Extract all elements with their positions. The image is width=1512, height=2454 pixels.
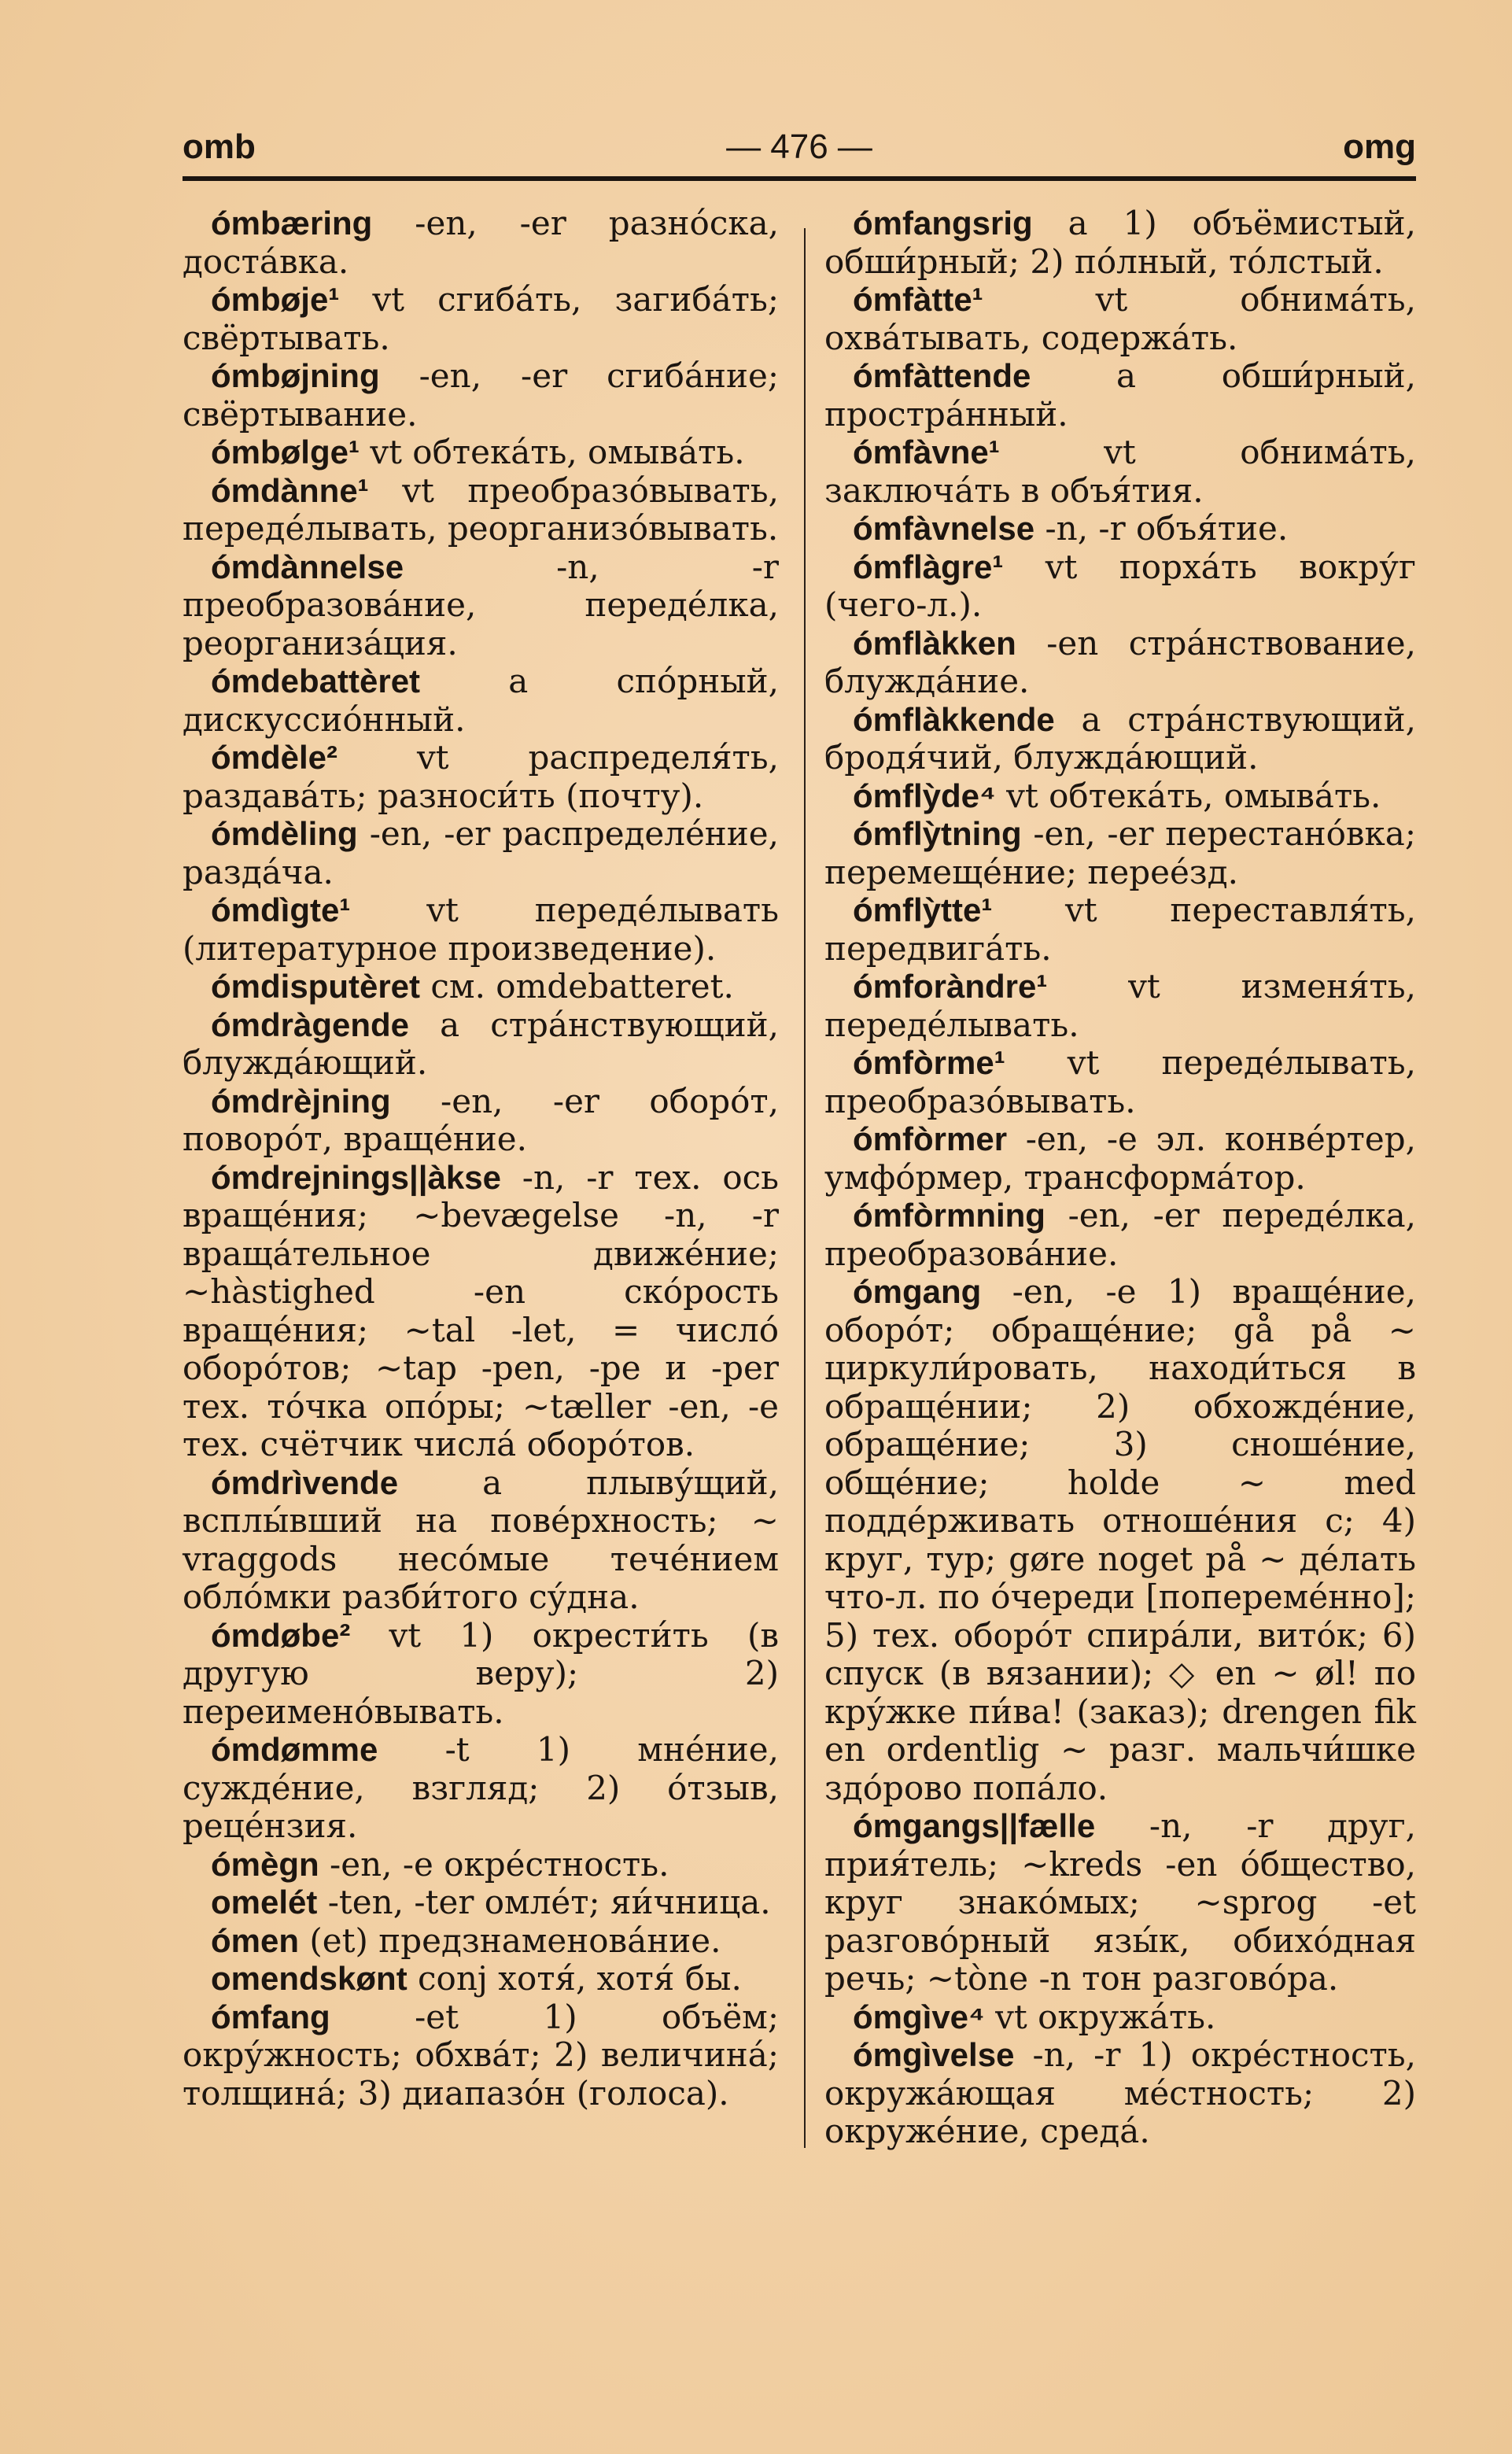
entry-definition: vt обнима́ть, охва́тывать, содержа́ть. xyxy=(824,280,1416,357)
entry-headword: ómfòrmer xyxy=(853,1120,1008,1157)
entry-headword: ómdèle² xyxy=(211,739,338,776)
dictionary-entry xyxy=(183,1617,779,1732)
dictionary-entry xyxy=(183,739,779,815)
entry-definition: -en, -er сгиба́ние; свёртывание. xyxy=(183,356,779,434)
dictionary-entry xyxy=(824,2036,1416,2151)
entry-definition: -et 1) объём; окру́жность; обхва́т; 2) величина́; толщина́; 3) диапазо́н (голоса). xyxy=(183,1997,779,2113)
dictionary-entry xyxy=(183,1159,779,1464)
entry-definition: vt переставля́ть, передвига́ть. xyxy=(824,891,1416,968)
entry-headword: ómfòrme¹ xyxy=(853,1044,1005,1081)
entry-headword: ómdràgende xyxy=(211,1006,410,1043)
entry-headword: ómfàttende xyxy=(853,357,1031,394)
dictionary-entry xyxy=(824,1120,1416,1197)
dictionary-entry xyxy=(183,205,779,281)
entry-definition: vt изменя́ть, переде́лывать. xyxy=(824,967,1416,1044)
entry-definition: vt сгиба́ть, загиба́ть; свёртывать. xyxy=(183,280,779,357)
entry-definition: -en, -e эл. конве́ртер, умфо́рмер, трансформа́тор. xyxy=(824,1120,1416,1197)
dictionary-entry xyxy=(824,434,1416,510)
entry-headword: ómgìve⁴ xyxy=(853,1998,985,2035)
dictionary-entry xyxy=(183,662,779,739)
dictionary-entry xyxy=(824,510,1416,548)
dictionary-entry xyxy=(824,1273,1416,1807)
dictionary-entry xyxy=(824,777,1416,816)
entry-headword: ómgangs||fælle xyxy=(853,1807,1096,1844)
entry-definition: -n, -r друг, прия́тель; ~kreds -en о́бщество, круг знако́мых; ~sprog -et разгово́рный язы́к, обихо́дная речь; ~tòne -n тон разгово́ра. xyxy=(824,1806,1416,1998)
dictionary-entry xyxy=(183,1731,779,1846)
dictionary-entry xyxy=(824,548,1416,625)
dictionary-entry xyxy=(183,548,779,663)
dictionary-entry xyxy=(183,891,779,968)
entry-headword: ómfàtte¹ xyxy=(853,281,983,318)
entry-definition: vt обтека́ть, омыва́ть. xyxy=(995,776,1381,815)
dictionary-entry xyxy=(183,1998,779,2113)
dictionary-entry xyxy=(824,625,1416,701)
entry-headword: ómbøjning xyxy=(211,357,380,394)
header-guide-word-left: omb xyxy=(183,127,256,166)
entry-definition: a плыву́щий, всплы́вший на пове́рхность; ~ vraggods несо́мые тече́нием обло́мки разби́того су́дна. xyxy=(183,1463,779,1616)
entry-headword: ómflỳtning xyxy=(853,815,1022,852)
dictionary-entry xyxy=(183,968,779,1006)
entry-definition: -n, -r преобразова́ние, переде́лка, реорганиза́ция. xyxy=(183,547,779,662)
entry-headword: ómbæring xyxy=(211,205,373,242)
entry-headword: ómbølge¹ xyxy=(211,434,360,471)
entry-definition: vt 1) окрести́ть (в другую веру); 2) переимено́вывать. xyxy=(183,1615,779,1731)
entry-definition: vt обнима́ть, заключа́ть в объя́тия. xyxy=(824,433,1416,510)
entry-headword: ómfàvne¹ xyxy=(853,434,1000,471)
entry-headword: ómdebattèret xyxy=(211,662,421,699)
dictionary-entry xyxy=(183,1960,779,1998)
entry-definition: a обши́рный, простра́нный. xyxy=(824,356,1416,434)
entry-definition: -en, -er переде́лка, преобразова́ние. xyxy=(824,1196,1416,1273)
dictionary-entry xyxy=(183,1884,779,1922)
page-header xyxy=(183,126,1416,181)
dictionary-entry xyxy=(183,1846,779,1884)
entry-definition: -en, -er оборо́т, поворо́т, враще́ние. xyxy=(183,1081,779,1158)
entry-headword: ómdrìvende xyxy=(211,1463,399,1501)
dictionary-entry xyxy=(824,815,1416,891)
entry-definition: (et) предзнаменова́ние. xyxy=(299,1921,721,1960)
entry-headword: ómfang xyxy=(211,1998,330,2035)
entry-definition: vt переде́лывать (литературное произведение). xyxy=(183,891,779,968)
entry-headword: omendskønt xyxy=(211,1960,408,1997)
entry-definition: -en стра́нствование, блужда́ние. xyxy=(824,623,1416,700)
entry-definition: a стра́нствующий, бродя́чий, блужда́ющий. xyxy=(824,699,1416,777)
dictionary-entry xyxy=(824,205,1416,281)
dictionary-entry xyxy=(824,701,1416,777)
left-column xyxy=(183,205,779,2113)
dictionary-entry xyxy=(824,891,1416,968)
entry-definition: conj хотя́, хотя́ бы. xyxy=(407,1959,742,1998)
entry-headword: ómflỳtte¹ xyxy=(853,891,993,928)
dictionary-entry xyxy=(183,1006,779,1083)
entry-definition: -en, -e окре́стность. xyxy=(319,1844,669,1884)
entry-definition: -en, -er разно́ска, доста́вка. xyxy=(183,204,779,281)
dictionary-entry xyxy=(824,281,1416,357)
entry-definition: -t 1) мне́ние, сужде́ние, взгляд; 2) о́тзыв, реце́нзия. xyxy=(183,1730,779,1845)
dictionary-entry xyxy=(183,1922,779,1961)
entry-definition: -n, -r 1) окре́стность, окружа́ющая ме́стность; 2) окруже́ние, среда́. xyxy=(824,2035,1416,2150)
entry-headword: ómflàgre¹ xyxy=(853,548,1004,585)
entry-headword: ómdrejnings||àkse xyxy=(211,1158,501,1196)
page-number: — 476 — xyxy=(726,127,872,166)
header-rule xyxy=(183,176,1416,181)
entry-headword: ómfangsrig xyxy=(853,205,1033,242)
dictionary-entry xyxy=(183,472,779,548)
entry-definition: vt переде́лывать, преобразо́вывать. xyxy=(824,1043,1416,1120)
entry-definition: a стра́нствующий, блужда́ющий. xyxy=(183,1005,779,1082)
entry-definition: vt преобразо́вывать, переде́лывать, реорганизо́вывать. xyxy=(183,471,779,548)
column-divider xyxy=(804,228,806,2148)
dictionary-entry xyxy=(824,357,1416,434)
entry-definition: -n, -r объя́тие. xyxy=(1034,509,1289,548)
entry-headword: ómègn xyxy=(211,1845,319,1883)
entry-headword: ómdisputèret xyxy=(211,968,421,1005)
entry-headword: ómdrèjning xyxy=(211,1082,391,1120)
entry-headword: ómflỳde⁴ xyxy=(853,777,996,814)
dictionary-entry xyxy=(824,1998,1416,2037)
entry-definition: -en, -e 1) враще́ние, оборо́т; обраще́ние; gå på ~ циркули́ровать, находи́ться в обраще́нии; 2) обхожде́ние, обраще́ние; 3) сноше́ние, обще́ние; holde ~ med подде́рживать отноше́ния с; 4) круг, тур; gøre noget på ~ де́лать что-л. по о́череди [попереме́нно]; 5) тех. оборо́т спира́ли, вито́к; 6) спуск (в вязании); ◇ en ~ øl! по кру́жке пи́ва! (заказ); drengen fik en ordentlig ~ разг. мальчи́шке здо́рово попа́ло. xyxy=(824,1272,1416,1807)
entry-headword: ómfàvnelse xyxy=(853,510,1035,547)
entry-definition: vt обтека́ть, омыва́ть. xyxy=(359,433,745,471)
dictionary-entry xyxy=(183,434,779,472)
entry-definition: -n, -r тех. ось враще́ния; ~bevægelse -n, -r враща́тельное движе́ние; ~hàstighed -en ско́рость враще́ния; ~tal -let, = число́ оборо́тов; ~tap -pen, -pe и -per тех. то́чка опо́ры; ~tæller -en, -e тех. счётчик числа́ оборо́тов. xyxy=(183,1157,779,1463)
dictionary-entry xyxy=(183,281,779,357)
entry-definition: vt распределя́ть, раздава́ть; разноси́ть (почту). xyxy=(183,738,779,815)
entry-headword: ómdøbe² xyxy=(211,1616,351,1654)
entry-definition: см. omdebatteret. xyxy=(420,967,734,1006)
entry-headword: ómdømme xyxy=(211,1731,378,1768)
entry-definition: -ten, -ter омле́т; яи́чница. xyxy=(317,1883,771,1921)
dictionary-entry xyxy=(824,968,1416,1044)
dictionary-entry xyxy=(824,1807,1416,1998)
entry-headword: omelét xyxy=(211,1884,318,1921)
dictionary-entry xyxy=(183,1083,779,1159)
entry-definition: -en, -er перестано́вка; перемеще́ние; перее́зд. xyxy=(824,814,1416,891)
entry-headword: ómdànne¹ xyxy=(211,471,369,509)
dictionary-entry xyxy=(824,1197,1416,1273)
entry-definition: vt порха́ть вокру́г (чего-л.). xyxy=(824,547,1416,624)
entry-headword: ómen xyxy=(211,1921,300,1959)
dictionary-entry xyxy=(183,1464,779,1617)
header-guide-word-right: omg xyxy=(1343,127,1416,166)
entry-headword: ómdèling xyxy=(211,815,358,852)
dictionary-entry xyxy=(183,815,779,891)
entry-headword: ómforàndre¹ xyxy=(853,968,1048,1005)
entry-headword: ómflàkkende xyxy=(853,700,1055,738)
entry-definition: vt окружа́ть. xyxy=(984,1997,1216,2036)
entry-headword: ómbøje¹ xyxy=(211,281,340,318)
entry-definition: -en, -er распределе́ние, разда́ча. xyxy=(183,814,779,891)
entry-definition: a 1) объёмистый, обши́рный; 2) по́лный, то́лстый. xyxy=(824,204,1416,281)
entry-headword: ómfòrmning xyxy=(853,1197,1045,1234)
dictionary-entry xyxy=(824,1044,1416,1120)
entry-headword: ómdìgte¹ xyxy=(211,891,351,928)
entry-headword: ómgang xyxy=(853,1273,982,1310)
right-column xyxy=(824,205,1416,2151)
dictionary-entry xyxy=(183,357,779,434)
entry-headword: ómgìvelse xyxy=(853,2036,1015,2073)
entry-definition: a спо́рный, дискуссио́нный. xyxy=(183,662,779,739)
entry-headword: ómflàkken xyxy=(853,624,1016,662)
entry-headword: ómdànnelse xyxy=(211,548,404,585)
